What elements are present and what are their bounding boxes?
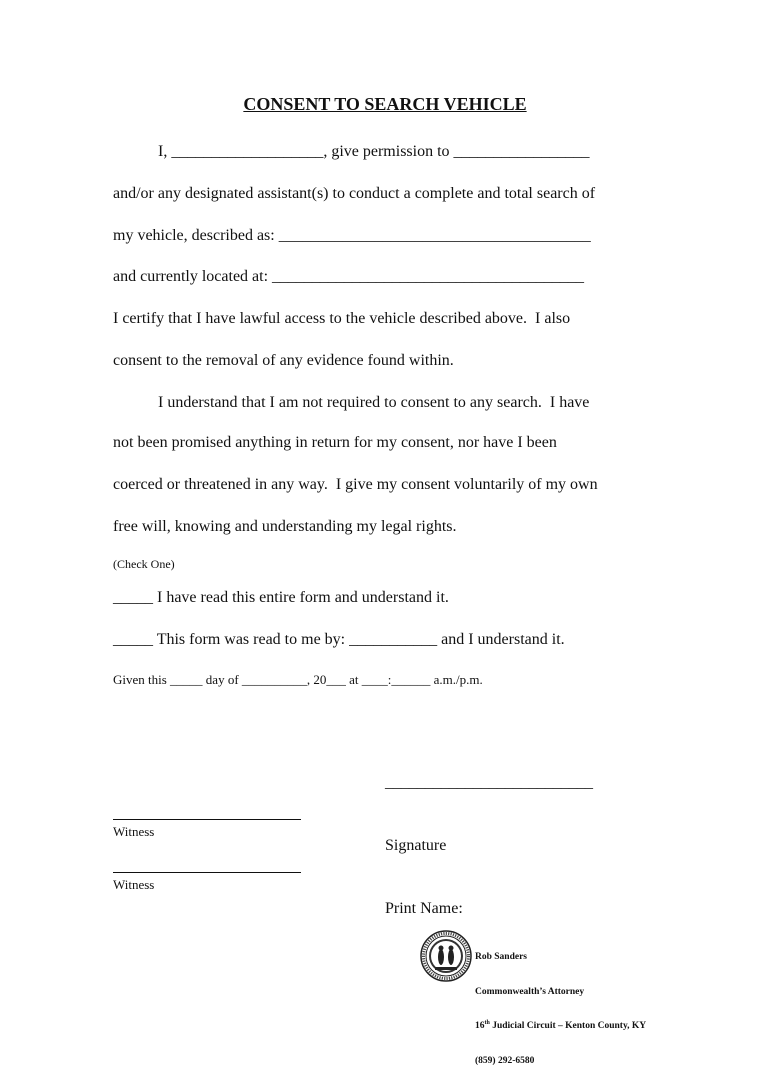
- option-read-to-me: _____ This form was read to me by: ___________ and I understand it.: [113, 631, 565, 648]
- signature-label: Signature: [385, 837, 447, 854]
- footer-circuit-rest: Judicial Circuit – Kenton County, KY: [489, 1021, 647, 1031]
- given-date-line: Given this _____ day of __________, 20___ at ____:______ a.m./p.m.: [113, 672, 483, 687]
- witness-2-label: Witness: [113, 877, 155, 892]
- vehicle-location-line: and currently located at: _______________________________________: [113, 268, 585, 285]
- office-footer: [475, 929, 646, 1090]
- signature-block: [385, 730, 593, 961]
- footer-phone: (859) 292-6580: [475, 1055, 535, 1066]
- evidence-removal-line: consent to the removal of any evidence found within.: [113, 352, 454, 369]
- footer-office: Commonwealth’s Attorney: [475, 986, 585, 997]
- form-title: CONSENT TO SEARCH VEHICLE: [243, 94, 527, 114]
- witness-1-line: [113, 819, 301, 820]
- signature-line: __________________________: [385, 774, 593, 791]
- witness-1-label: Witness: [113, 824, 155, 839]
- assistant-line: and/or any designated assistant(s) to conduct a complete and total search of: [113, 185, 596, 202]
- footer-circuit-number: 16: [475, 1021, 485, 1031]
- option-read-form: _____ I have read this entire form and understand it.: [113, 589, 449, 606]
- understanding-line-3: coerced or threatened in any way. I give my consent voluntarily of my own: [113, 476, 598, 493]
- footer-name: Rob Sanders: [475, 952, 527, 962]
- print-name-label: Print Name:: [385, 900, 463, 917]
- understanding-line-4: free will, knowing and understanding my legal rights.: [113, 518, 457, 535]
- understanding-line-2: not been promised anything in return for my consent, nor have I been: [113, 434, 557, 451]
- permission-line: I, ___________________, give permission to _________________: [158, 143, 590, 160]
- lawful-access-line: I certify that I have lawful access to the vehicle described above. I also: [113, 310, 571, 327]
- check-one-label: (Check One): [113, 557, 175, 571]
- vehicle-description-line: my vehicle, described as: _______________________________________: [113, 227, 591, 244]
- understanding-line-1: I understand that I am not required to consent to any search. I have: [158, 394, 590, 411]
- footer-circuit: [475, 1021, 646, 1033]
- witness-2-line: [113, 872, 301, 873]
- footer-circuit-suffix: th: [484, 1019, 490, 1026]
- kentucky-state-seal-icon: [420, 930, 472, 982]
